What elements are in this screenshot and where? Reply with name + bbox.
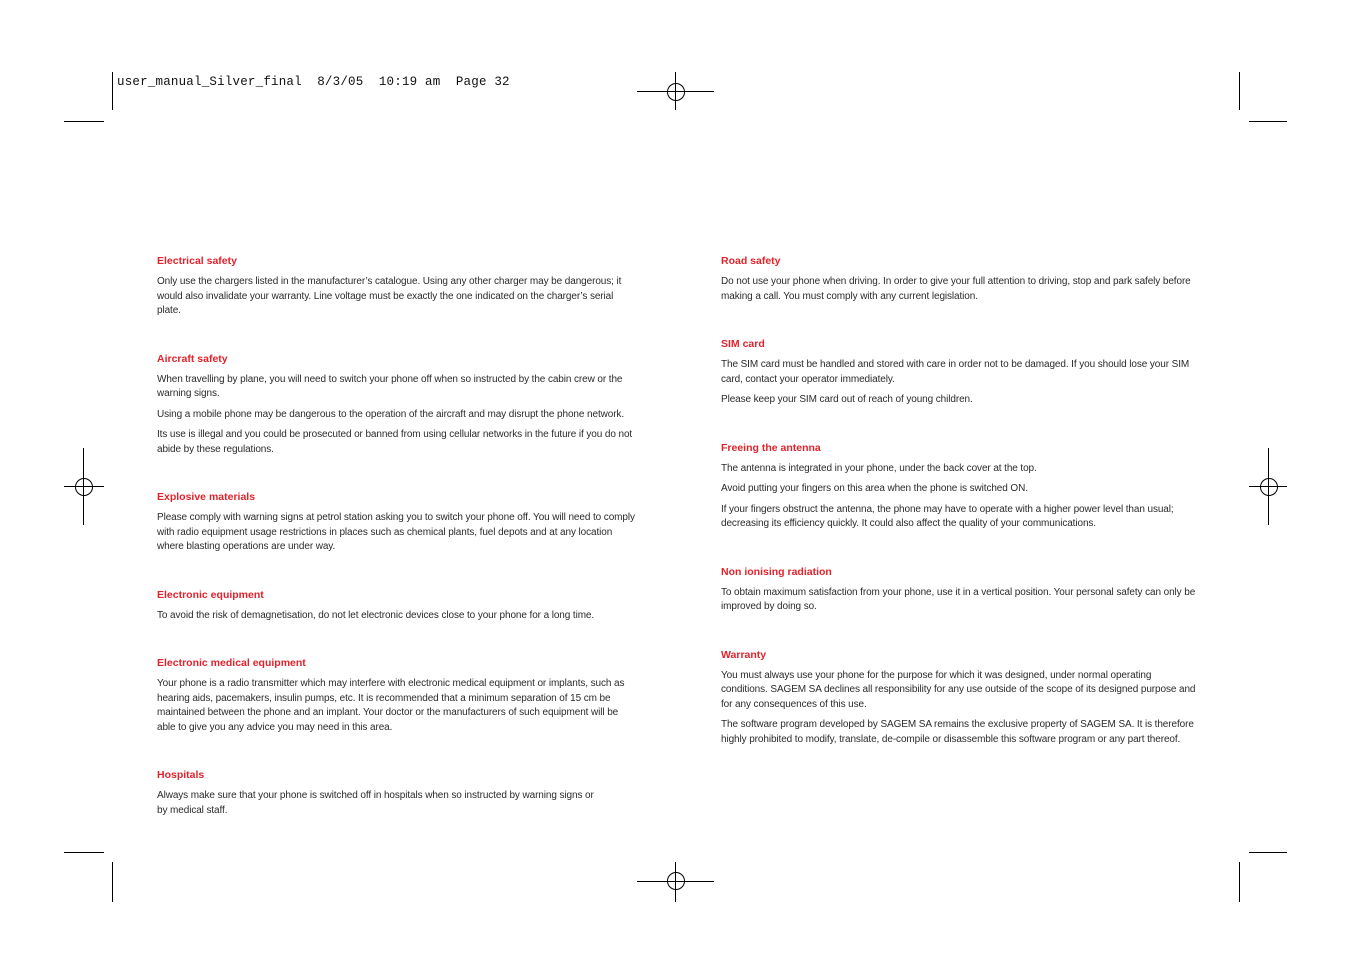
crop-mark-top-left-horizontal: [64, 121, 104, 122]
section-road-safety: [721, 254, 1197, 304]
section-freeing-the-antenna: [721, 441, 1197, 532]
section-paragraph: Avoid putting your fingers on this area when the phone is switched ON.: [721, 483, 1028, 494]
section-heading: Explosive materials: [157, 491, 256, 503]
section-paragraph: Please keep your SIM card out of reach of young children.: [721, 394, 973, 405]
crop-mark-bottom-left-vertical: [112, 862, 113, 902]
section-electronic-medical-equipment: [157, 656, 635, 735]
section-aircraft-safety: [157, 352, 635, 458]
crop-mark-bottom-right-horizontal: [1249, 852, 1287, 853]
crop-mark-top-right-vertical: [1239, 72, 1240, 110]
section-heading: Electronic equipment: [157, 588, 264, 601]
section-heading: Aircraft safety: [157, 352, 228, 365]
section-explosive-materials: [157, 490, 635, 555]
section-heading: Road safety: [721, 255, 781, 267]
section-paragraph: Using a mobile phone may be dangerous to the operation of the aircraft and may disrupt the phone network.: [157, 408, 625, 420]
section-hospitals: [157, 768, 597, 818]
section-paragraph: Your phone is a radio transmitter which may interfere with electronic medical equipment or implants, such as hearing aids, pacemakers, insulin pumps, etc. It is recommended that a minimum separation of 15 cm be maintained between the phone and an implant. Your doctor or the manufacturers of such equipment will be able to give you any advice you may need in this area.: [157, 678, 625, 733]
print-slug: user_manual_Silver_final 8/3/05 10:19 am Page 32: [117, 75, 510, 89]
section-paragraph: Do not use your phone when driving. In order to give your full attention to driving, stop and park safely before making a call. You must comply with any current legislation.: [721, 276, 1191, 302]
section-paragraph: If your fingers obstruct the antenna, the phone may have to operate with a higher power level than usual; decreasing its efficiency quickly. It could also affect the quality of your communications.: [721, 503, 1174, 529]
section-paragraph: Always make sure that your phone is switched off in hospitals when so instructed by warning signs or by medical staff.: [157, 790, 594, 816]
left-column: [157, 254, 635, 851]
crop-mark-bottom-right-vertical: [1239, 862, 1240, 902]
section-heading: Electronic medical equipment: [157, 657, 306, 669]
section-paragraph: When travelling by plane, you will need to switch your phone off when so instructed by the cabin crew or the warning signs.: [157, 373, 623, 399]
section-heading: Non ionising radiation: [721, 565, 832, 578]
section-heading: Hospitals: [157, 769, 205, 781]
section-heading: Freeing the antenna: [721, 441, 821, 454]
section-non-ionising-radiation: [721, 565, 1197, 615]
section-heading: SIM card: [721, 338, 765, 350]
section-sim-card: [721, 337, 1197, 408]
section-electrical-safety: [157, 254, 635, 319]
section-paragraph: The SIM card must be handled and stored with care in order not to be damaged. If you should lose your SIM card, contact your operator immediately.: [721, 359, 1190, 385]
section-paragraph: The antenna is integrated in your phone, under the back cover at the top.: [721, 462, 1037, 474]
section-paragraph: Its use is illegal and you could be prosecuted or banned from using cellular networks in the future if you do not abide by these regulations.: [157, 429, 633, 455]
section-heading: Warranty: [721, 648, 767, 661]
crop-mark-bottom-left-horizontal: [64, 852, 104, 853]
section-paragraph: Only use the chargers listed in the manufacturer’s catalogue. Using any other charger may be dangerous; it would also invalidate your warranty. Line voltage must be exactly the one indicated on the charger’s serial plate.: [157, 276, 622, 316]
crop-mark-top-right-horizontal: [1249, 121, 1287, 122]
section-paragraph: Please comply with warning signs at petrol station asking you to switch your phone off. You will need to comply with radio equipment usage restrictions in places such as chemical plants, fuel depots and at any location where blasting operations are under way.: [157, 512, 635, 552]
right-column: [721, 254, 1197, 780]
section-heading: Electrical safety: [157, 255, 237, 267]
section-paragraph: To obtain maximum satisfaction from your phone, use it in a vertical position. Your personal safety can only be improved by doing so.: [721, 586, 1196, 612]
section-warranty: [721, 648, 1197, 748]
crop-mark-top-left-vertical: [112, 72, 113, 110]
section-electronic-equipment: [157, 588, 635, 624]
section-paragraph: To avoid the risk of demagnetisation, do not let electronic devices close to your phone for a long time.: [157, 609, 595, 621]
section-paragraph: You must always use your phone for the purpose for which it was designed, under normal operating conditions. SAGEM SA declines all responsibility for any use outside of the scope of its designed purpose and for any consequences of this use.: [721, 669, 1196, 710]
section-paragraph: The software program developed by SAGEM SA remains the exclusive property of SAGEM SA. It is therefore highly prohibited to modify, translate, de-compile or disassemble this software program or any part thereof.: [721, 719, 1194, 745]
